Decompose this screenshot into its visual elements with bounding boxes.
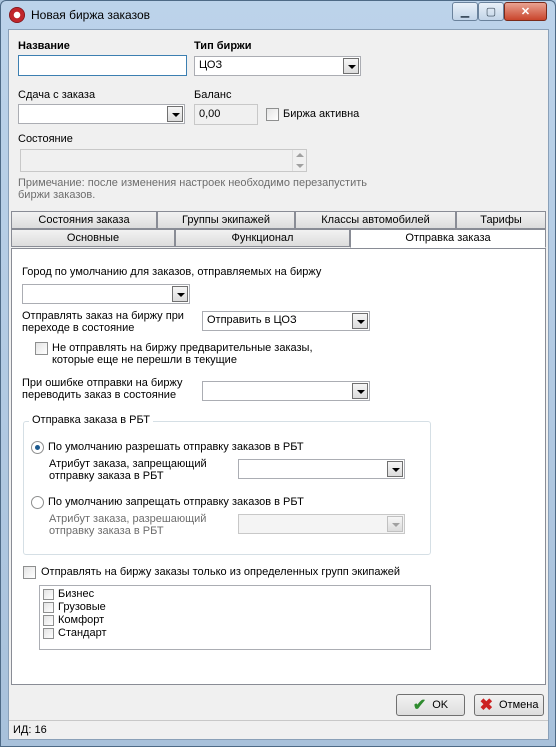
title-bar[interactable] bbox=[1, 1, 555, 29]
tab-crew-groups[interactable]: Группы экипажей bbox=[157, 211, 295, 229]
state-label: Состояние bbox=[18, 133, 73, 145]
name-label: Название bbox=[18, 40, 70, 52]
send-on-state-combo[interactable] bbox=[202, 311, 370, 331]
no-preliminary-label: Не отправлять на биржу предварительные заказы, которые еще не перешли в текущие bbox=[52, 342, 313, 366]
on-error-combo[interactable] bbox=[202, 381, 370, 401]
maximize-icon: ▢ bbox=[485, 6, 497, 18]
maximize-button[interactable] bbox=[478, 2, 504, 21]
window-title: Новая биржа заказов bbox=[31, 8, 151, 22]
group-label: Стандарт bbox=[58, 627, 107, 639]
cancel-label: Отмена bbox=[498, 699, 539, 711]
checkmark-icon: ✔ bbox=[412, 697, 427, 714]
chevron-down-icon[interactable] bbox=[352, 313, 368, 329]
exchange-type-value: ЦОЗ bbox=[199, 59, 223, 71]
tab-functional[interactable]: Функционал bbox=[175, 229, 350, 247]
balance-label: Баланс bbox=[194, 89, 232, 101]
tab-basic[interactable]: Основные bbox=[11, 229, 175, 247]
send-on-state-label: Отправлять заказ на биржу при переходе в состояние bbox=[22, 310, 184, 334]
cancel-button[interactable] bbox=[474, 694, 544, 716]
state-memo-scrollbar[interactable] bbox=[292, 150, 306, 171]
on-error-label: При ошибке отправки на биржу переводить заказ в состояние bbox=[22, 377, 183, 401]
only-groups-label: Отправлять на биржу заказы только из определенных групп экипажей bbox=[41, 566, 401, 578]
app-icon bbox=[9, 7, 25, 23]
tab-order-states[interactable]: Состояния заказа bbox=[11, 211, 157, 229]
tab-car-classes[interactable]: Классы автомобилей bbox=[295, 211, 456, 229]
chevron-down-icon[interactable] bbox=[352, 383, 368, 399]
tab-tariffs[interactable]: Тарифы bbox=[456, 211, 546, 229]
ok-label: OK bbox=[432, 699, 449, 711]
exchange-type-combo[interactable] bbox=[194, 56, 361, 76]
order-sending-page bbox=[11, 248, 546, 685]
state-memo bbox=[20, 149, 307, 172]
no-preliminary-checkbox[interactable] bbox=[35, 342, 48, 355]
exchange-active-label: Биржа активна bbox=[283, 108, 360, 120]
rbt-forbid-radio[interactable] bbox=[31, 496, 44, 509]
rbt-allow-radio[interactable] bbox=[31, 441, 44, 454]
chevron-down-icon[interactable] bbox=[167, 106, 183, 122]
rbt-allow-attr-combo bbox=[238, 514, 405, 534]
crew-groups-list bbox=[39, 585, 431, 650]
close-button[interactable] bbox=[504, 2, 547, 21]
default-city-combo[interactable] bbox=[22, 284, 190, 304]
name-input[interactable] bbox=[18, 55, 187, 76]
group-checkbox[interactable] bbox=[43, 602, 54, 613]
group-label: Грузовые bbox=[58, 601, 106, 613]
only-groups-checkbox[interactable] bbox=[23, 566, 36, 579]
rbt-allow-attr-label: Атрибут заказа, разрешающий отправку заказа в РБТ bbox=[49, 513, 207, 537]
cross-icon: ✖ bbox=[479, 697, 493, 714]
send-on-state-value: Отправить в ЦОЗ bbox=[207, 314, 297, 326]
chevron-down-icon[interactable] bbox=[343, 58, 359, 74]
status-bar bbox=[9, 720, 548, 740]
group-checkbox[interactable] bbox=[43, 615, 54, 626]
rbt-forbid-attr-label: Атрибут заказа, запрещающий отправку заказа в РБТ bbox=[49, 458, 207, 482]
minimize-button[interactable] bbox=[452, 2, 478, 21]
change-label: Сдача с заказа bbox=[18, 89, 96, 101]
ok-button[interactable] bbox=[396, 694, 465, 716]
chevron-down-icon[interactable] bbox=[387, 461, 403, 477]
group-label: Комфорт bbox=[58, 614, 105, 626]
chevron-down-icon bbox=[387, 516, 403, 532]
close-icon: ✕ bbox=[520, 6, 531, 18]
group-label: Бизнес bbox=[58, 588, 95, 600]
default-city-label: Город по умолчанию для заказов, отправляемых на биржу bbox=[22, 266, 322, 278]
change-combo[interactable] bbox=[18, 104, 185, 124]
rbt-allow-label: По умолчанию разрешать отправку заказов в РБТ bbox=[48, 441, 304, 453]
dialog-client-area bbox=[8, 29, 549, 740]
tab-order-sending[interactable]: Отправка заказа bbox=[350, 229, 546, 248]
settings-note: Примечание: после изменения настроек необходимо перезапустить биржи заказов. bbox=[18, 177, 368, 201]
exchange-active-checkbox[interactable] bbox=[266, 108, 279, 121]
rbt-forbid-label: По умолчанию запрещать отправку заказов в РБТ bbox=[48, 496, 304, 508]
record-id-text: ИД: 16 bbox=[13, 724, 47, 736]
group-checkbox[interactable] bbox=[43, 628, 54, 639]
balance-field: 0,00 bbox=[194, 104, 258, 125]
chevron-down-icon[interactable] bbox=[172, 286, 188, 302]
exchange-type-label: Тип биржи bbox=[194, 40, 252, 52]
rbt-forbid-attr-combo[interactable] bbox=[238, 459, 405, 479]
minimize-icon: ▁ bbox=[460, 6, 470, 18]
group-checkbox[interactable] bbox=[43, 589, 54, 600]
rbt-groupbox-title: Отправка заказа в РБТ bbox=[29, 414, 153, 426]
